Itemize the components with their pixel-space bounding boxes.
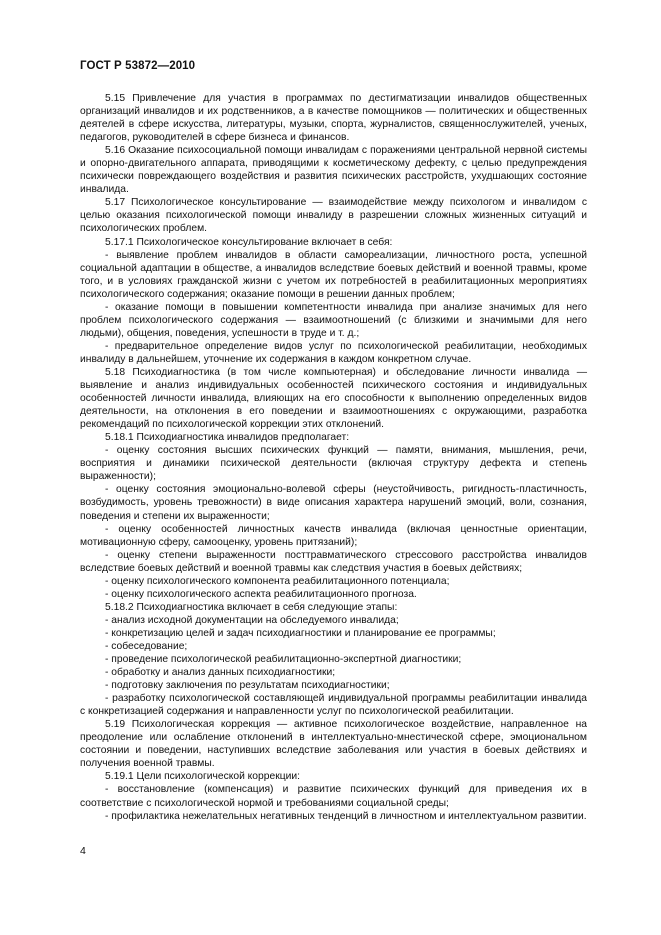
- paragraph-5-17-1: 5.17.1 Психологическое консультирование включает в себя:: [105, 236, 393, 248]
- list-item: - выявление проблем инвалидов в области самореализации, личностного роста, успешной социальной адаптации в обществе, а инвалидов вследствие боевых действий и военной травмы, кроме того, и в условиях гражданской жизни с учетом их потребностей в реабилитационных мероприятиях психологического содержания; оказание помощи в решении данных проблем;: [80, 249, 587, 300]
- list-item: - оценку особенностей личностных качеств инвалида (включая ценностные ориентации, мотивационную сферу, самооценку, уровень притязаний);: [80, 523, 587, 548]
- list-item: - анализ исходной документации на обследуемого инвалида;: [105, 614, 399, 626]
- list-item: - оценку психологического аспекта реабилитационного прогноза.: [105, 588, 417, 600]
- paragraph-5-19: 5.19 Психологическая коррекция — активное психологическое воздействие, направленное на преодоление или ослабление отклонений в интеллектуально-мнестической сфере, эмоциональном состоянии и поведении, наступивших вследствие заболевания или участия в боевых действиях и получения военной травмы.: [80, 719, 587, 770]
- paragraph-5-17: 5.17 Психологическое консультирование — взаимодействие между психологом и инвалидом с целью оказания психологической помощи инвалиду в разрешении сложных жизненных ситуаций и психологических проблем.: [80, 197, 587, 235]
- paragraph-5-19-1: 5.19.1 Цели психологической коррекции:: [105, 771, 300, 783]
- document-body: [80, 92, 587, 823]
- list-item: - разработку психологической составляющей индивидуальной программы реабилитации инвалида с конкретизацией содержания и направленности услуг по психологической реабилитации.: [80, 693, 587, 718]
- list-item: - восстановление (компенсация) и развитие психических функций для приведения их в соответствие с психологической нормой и требованиями социальной среды;: [80, 784, 587, 809]
- paragraph-5-18: 5.18 Психодиагностика (в том числе компьютерная) и обследование личности инвалида — выявление и анализ индивидуальных особенностей психического состояния и индивидуальных особенностей личности инвалида, влияющих на его способности к выполнению определенных видов деятельности, на отклонения в его поведении и взаимоотношениях с окружающими, разработка рекомендаций по психологической коррекции этих отклонений.: [80, 366, 587, 431]
- list-item: - подготовку заключения по результатам психодиагностики;: [105, 680, 390, 692]
- page-number: 4: [80, 845, 86, 857]
- list-item: - оказание помощи в повышении компетентности инвалида при анализе значимых для него проблем психологического содержания — взаимоотношений (с близкими и значимыми для него людьми), общения, поведения, успешности в труде и т. д.;: [80, 301, 587, 339]
- list-item: - конкретизацию целей и задач психодиагностики и планирование ее программы;: [105, 627, 496, 639]
- list-item: - оценку состояния эмоционально-волевой сферы (неустойчивость, ригидность-пластичность, возбудимость, уровень тревожности) в виде описания характера нарушений эмоций, воли, сознания, поведения и степени их выраженности;: [80, 484, 587, 522]
- paragraph-5-16: 5.16 Оказание психосоциальной помощи инвалидам с поражениями центральной нервной системы и опорно-двигательного аппарата, приводящими к косметическому дефекту, с целью предупреждения психически повреждающего воздействия и развития психических расстройств, ухудшающих состояние инвалида.: [80, 145, 587, 196]
- document-header: ГОСТ Р 53872—2010: [80, 60, 196, 72]
- paragraph-5-18-1: 5.18.1 Психодиагностика инвалидов предполагает:: [105, 432, 350, 444]
- list-item: - собеседование;: [105, 640, 188, 652]
- list-item: - оценку психологического компонента реабилитационного потенциала;: [105, 575, 450, 587]
- list-item: - предварительное определение видов услуг по психологической реабилитации, необходимых инвалиду в дальнейшем, уточнение их содержания в каждом конкретном случае.: [80, 340, 587, 365]
- paragraph-5-18-2: 5.18.2 Психодиагностика включает в себя следующие этапы:: [105, 601, 398, 613]
- list-item: - профилактика нежелательных негативных тенденций в личностном и интеллектуальном развитии.: [105, 810, 587, 822]
- list-item: - проведение психологической реабилитационно-экспертной диагностики;: [105, 654, 462, 666]
- list-item: - оценку состояния высших психических функций — памяти, внимания, мышления, речи, восприятия и динамики психической деятельности (включая структуру дефекта и степень выраженности);: [80, 445, 587, 483]
- list-item: - оценку степени выраженности посттравматического стрессового расстройства инвалидов вследствие боевых действий и военной травмы как следствия участия в боевых действиях;: [80, 549, 587, 574]
- list-item: - обработку и анализ данных психодиагностики;: [105, 667, 336, 679]
- paragraph-5-15: 5.15 Привлечение для участия в программах по дестигматизации инвалидов общественных организаций инвалидов и их родственников, а в качестве помощников — политических и общественных деятелей в сфере искусства, литературы, музыки, спорта, журналистов, священнослужителей, ученых, педагогов, руководителей в сфере бизнеса и финансов.: [80, 93, 587, 144]
